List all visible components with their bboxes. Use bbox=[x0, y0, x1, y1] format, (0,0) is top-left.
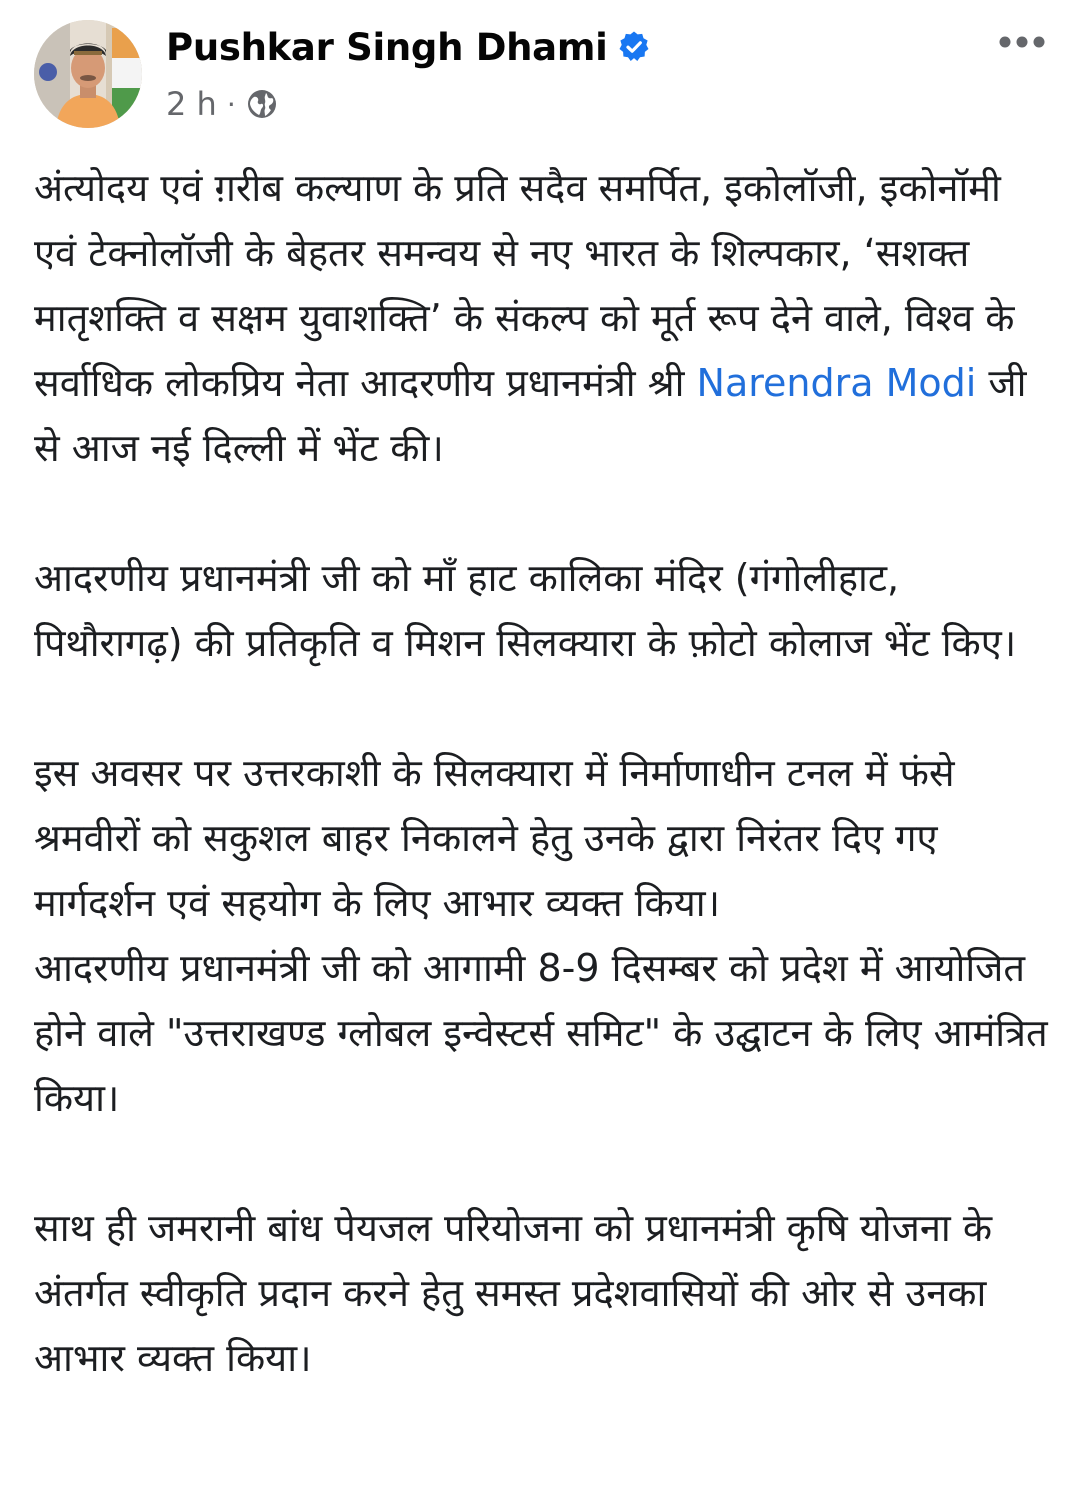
profile-photo-icon bbox=[34, 20, 142, 128]
mention-link-narendra-modi[interactable]: Narendra Modi bbox=[696, 361, 977, 405]
paragraph-text: जी से आज नई दिल्ली में भेंट की। bbox=[34, 361, 1027, 470]
paragraph-text: आदरणीय प्रधानमंत्री जी को आगामी 8-9 दिसम्बर को प्रदेश में आयोजित होने वाले "उत्तराखण्ड ग्लोबल इन्वेस्टर्स समिट" के उद्घाटन के लिए आमंत्रित किया। bbox=[34, 946, 1048, 1120]
more-options-button[interactable] bbox=[994, 22, 1050, 62]
author-name[interactable]: Pushkar Singh Dhami bbox=[166, 25, 608, 69]
meta-separator: · bbox=[226, 87, 236, 121]
more-options-icon bbox=[998, 35, 1046, 49]
post-header bbox=[0, 0, 1080, 150]
globe-icon[interactable] bbox=[246, 88, 278, 120]
post-paragraph-1 bbox=[34, 156, 1054, 481]
author-avatar[interactable] bbox=[34, 20, 142, 128]
author-row bbox=[166, 22, 651, 72]
paragraph-text: इस अवसर पर उत्तरकाशी के सिलक्यारा में निर्माणाधीन टनल में फंसे श्रमवीरों को सकुशल बाहर निकालने हेतु उनके द्वारा निरंतर दिए गए मार्गदर्शन एवं सहयोग के लिए आभार व्यक्त किया। bbox=[34, 751, 955, 925]
post-timestamp[interactable]: 2 h bbox=[166, 85, 217, 123]
verified-badge-icon bbox=[617, 30, 651, 64]
post-meta bbox=[166, 82, 278, 126]
post-paragraph-4: साथ ही जमरानी बांध पेयजल परियोजना को प्रधानमंत्री कृषि योजना के अंतर्गत स्वीकृति प्रदान करने हेतु समस्त प्रदेशवासियों की ओर से उनका आभार व्यक्त किया। bbox=[34, 1206, 993, 1380]
post-paragraph-2: आदरणीय प्रधानमंत्री जी को माँ हाट कालिका मंदिर (गंगोलीहाट, पिथौरागढ़) की प्रतिकृति व मिशन सिलक्यारा के फ़ोटो कोलाज भेंट किए। bbox=[34, 556, 1017, 665]
paragraph-text: अंत्योदय एवं ग़रीब कल्याण के प्रति सदैव समर्पित, इकोलॉजी, इकोनॉमी एवं टेक्नोलॉजी के बेहतर समन्वय से नए भारत के शिल्पकार, ‘सशक्त मातृशक्ति व सक्षम युवाशक्ति’ के संकल्प को मूर्त रूप देने वाले, विश्व के सर्वाधिक लोकप्रिय नेता आदरणीय प्रधानमंत्री श्री bbox=[34, 166, 1015, 405]
post-paragraph-3 bbox=[34, 741, 1054, 1131]
post-text bbox=[34, 156, 1054, 1391]
